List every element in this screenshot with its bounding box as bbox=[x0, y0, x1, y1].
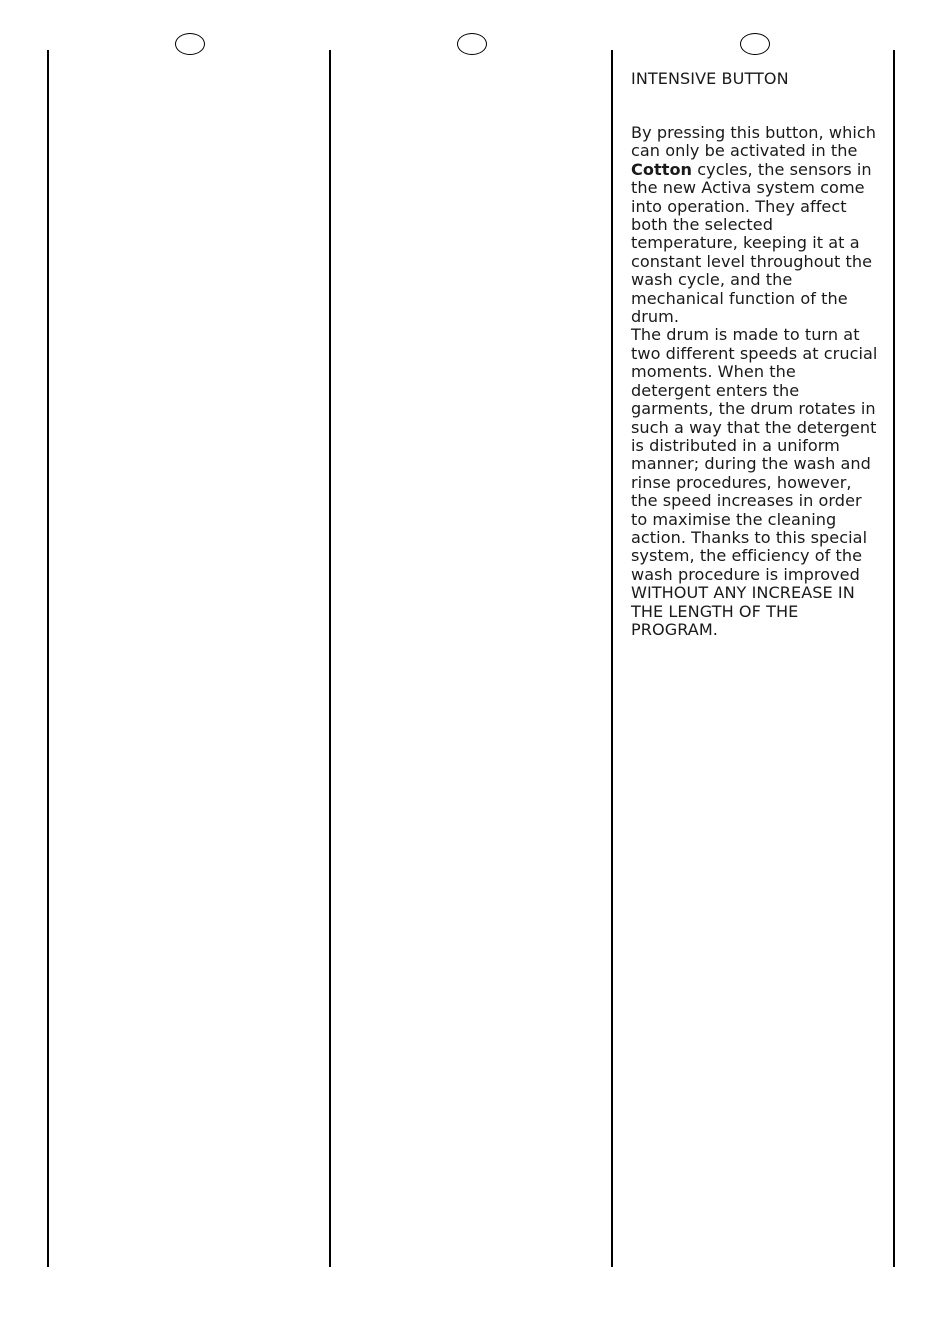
column-rule-right-outer bbox=[893, 50, 895, 1267]
paragraph-1-text-a: By pressing this button, which can only be activated in the bbox=[631, 123, 877, 161]
language-badge-3 bbox=[740, 33, 770, 55]
column-rule-right-inner bbox=[611, 50, 613, 1267]
paragraph-1-text-b: cycles, the sensors in the new Activa system come into operation. They affect both the selected temperature, keeping it at a constant level throughout the wash cycle, and the mechanical function of the drum. bbox=[631, 159, 873, 327]
column-rule-left bbox=[47, 50, 49, 1267]
section-heading: INTENSIVE BUTTON bbox=[631, 69, 789, 88]
language-badge-2 bbox=[457, 33, 487, 55]
column-rule-middle bbox=[329, 50, 331, 1267]
column-3 bbox=[631, 68, 879, 639]
language-badge-1 bbox=[175, 33, 205, 55]
paragraph-1-bold: Cotton bbox=[631, 159, 693, 179]
paragraph-1 bbox=[631, 124, 879, 326]
paragraph-2: The drum is made to turn at two different speeds at crucial moments. When the detergent enters the garments, the drum rotates in such a way that the detergent is distributed in a uniform manner; during the wash and rinse procedures, however, the speed increases in order to maximise the cleaning action. Thanks to this special system, the efficiency of the wash procedure is improved WITHOUT ANY INCREASE IN THE LENGTH OF THE PROGRAM. bbox=[631, 325, 878, 639]
